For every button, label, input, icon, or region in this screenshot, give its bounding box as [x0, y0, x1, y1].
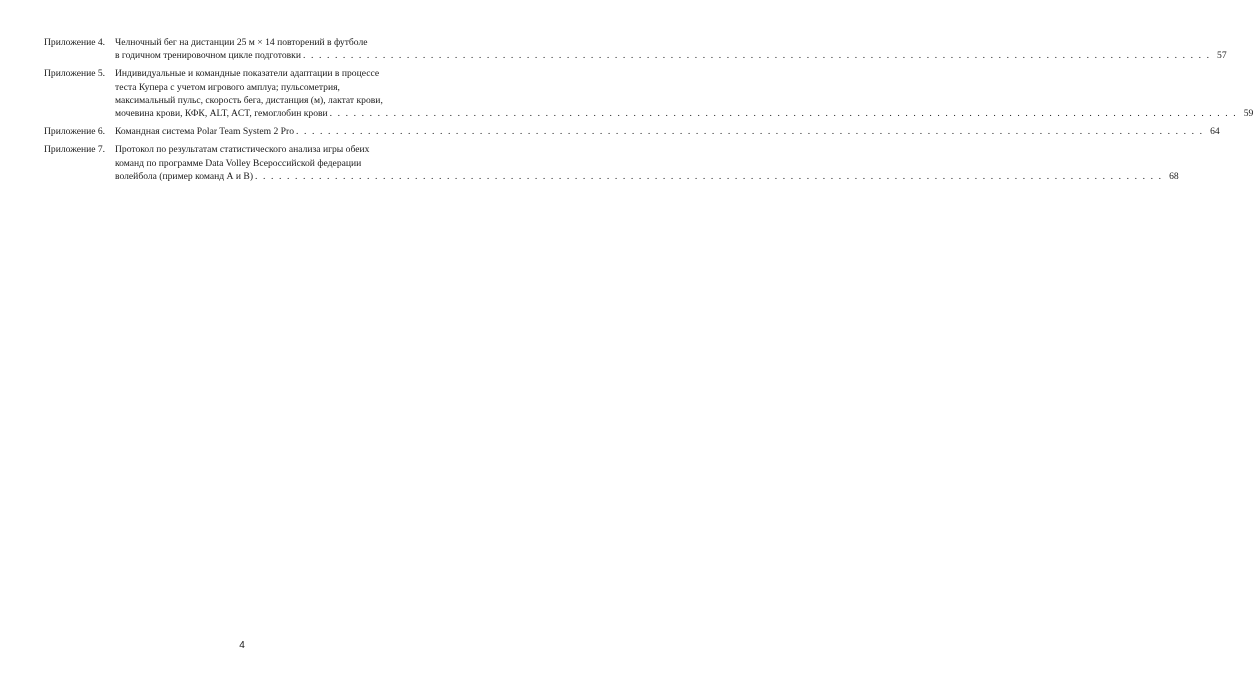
toc-entry-appendix-4[interactable]	[44, 36, 1227, 62]
dot-leader	[296, 125, 1204, 138]
dot-leader	[303, 49, 1211, 62]
toc-entry-title-line: в годичном тренировочном цикле подготовки	[115, 50, 301, 62]
toc-entry-label: Приложение 4.	[44, 37, 106, 48]
page-number: 4	[239, 640, 245, 651]
toc-entry-title-line: Командная система Polar Team System 2 Pro	[115, 126, 294, 138]
toc-entry-label: Приложение 5.	[44, 68, 106, 80]
toc-entry-title-line: Протокол по результатам статистического анализа игры обеих	[115, 144, 370, 156]
toc-entry-appendix-5[interactable]	[44, 67, 1253, 120]
dot-leader	[255, 170, 1163, 183]
toc-entry-last-line	[115, 125, 1220, 138]
toc-entry-label: Приложение 7.	[44, 144, 106, 156]
toc-page-number: 59	[1243, 108, 1253, 120]
toc-entry-title-line: Челночный бег на дистанции 25 м × 14 повторений в футболе	[115, 37, 368, 48]
dot-leader	[330, 107, 1238, 120]
toc-entry-title-line: теста Купера с учетом игрового амплуа; пульсометрия,	[115, 81, 340, 93]
toc-entry-title-line: максимальный пульс, скорость бега, дистанция (м), лактат крови,	[115, 94, 383, 106]
toc-entry-title	[115, 143, 1179, 183]
table-of-contents	[44, 36, 1253, 188]
toc-entry-appendix-6[interactable]	[44, 125, 1220, 138]
toc-entry-appendix-7[interactable]	[44, 143, 1179, 183]
toc-entry-title-line: волейбола (пример команд А и В)	[115, 170, 254, 182]
toc-page-number: 64	[1210, 126, 1220, 138]
toc-page-number: 57	[1217, 50, 1227, 62]
toc-entry-title	[115, 67, 1253, 120]
toc-entry-title-line: мочевина крови, КФК, ALT, ACT, гемоглобин крови	[115, 108, 328, 120]
toc-entry-last-line	[115, 107, 1253, 120]
toc-entry-title-line: команд по программе Data Volley Всероссийской федерации	[115, 157, 362, 169]
toc-entry-last-line	[115, 49, 1227, 62]
toc-entry-title-line: Индивидуальные и командные показатели адаптации в процессе	[115, 68, 380, 80]
toc-page-number: 68	[1169, 170, 1179, 182]
toc-entry-label: Приложение 6.	[44, 126, 106, 138]
toc-entry-last-line	[115, 170, 1179, 183]
toc-entry-title	[115, 36, 1227, 62]
toc-entry-title	[115, 125, 1220, 138]
